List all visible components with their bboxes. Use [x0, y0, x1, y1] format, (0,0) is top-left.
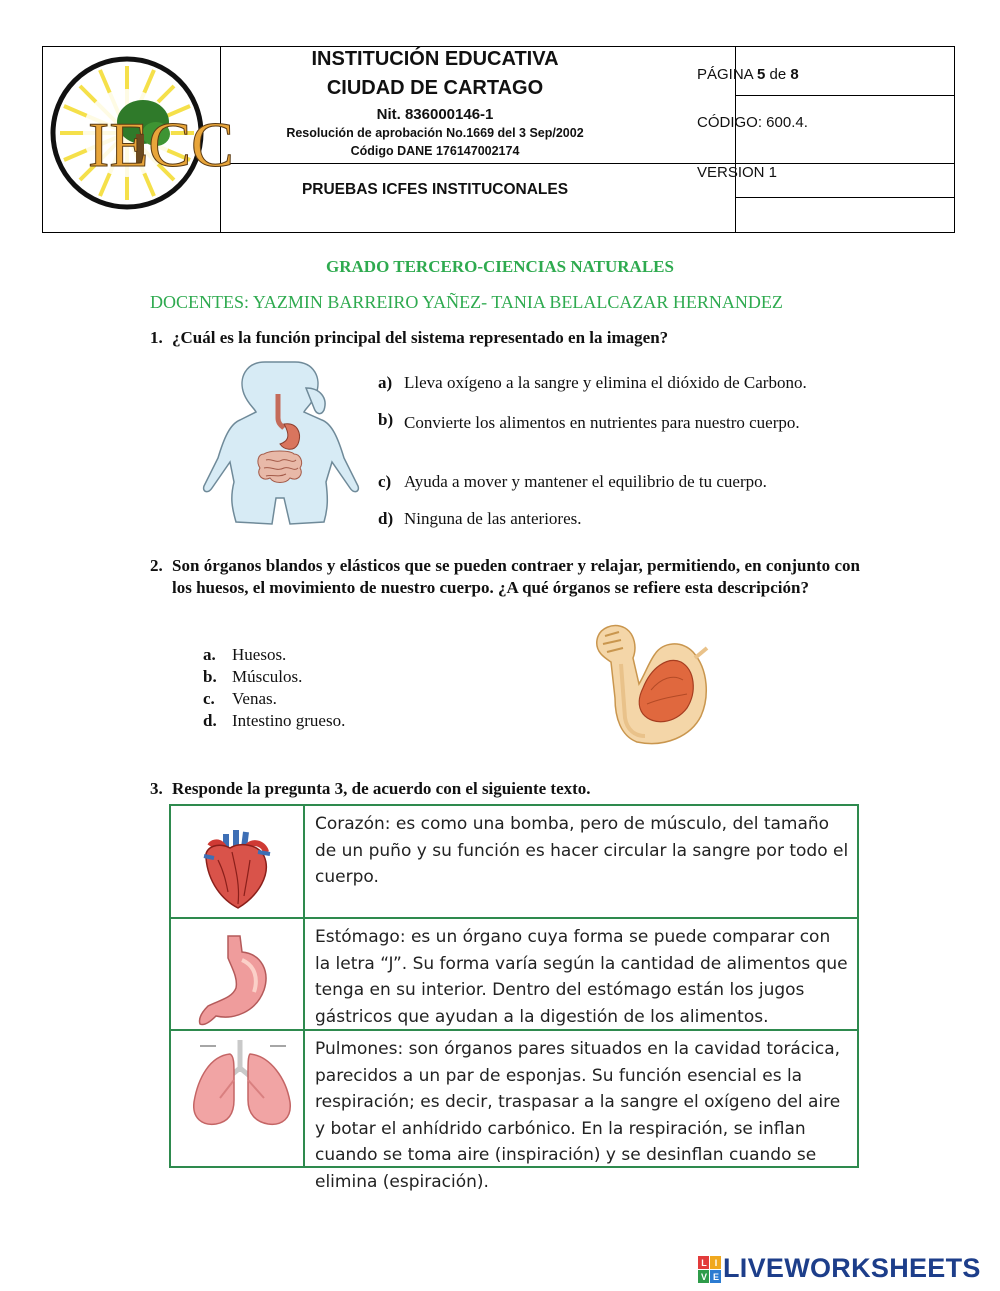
- liveworksheets-badge-letters: [698, 1256, 722, 1284]
- q2-option-a-text: Huesos.: [232, 645, 287, 664]
- q1-option-b-letter: b): [378, 410, 394, 429]
- q1-option-a-letter: a): [378, 373, 393, 392]
- page-label: PÁGINA: [697, 66, 753, 83]
- q1-option-d-text: Ninguna de las anteriores.: [404, 509, 582, 528]
- question-2-number: 2.: [150, 556, 163, 575]
- divider: [303, 806, 305, 1166]
- question-3-number: 3.: [150, 779, 163, 798]
- nit: Nit. 836000146-1: [376, 106, 494, 123]
- q2-option-d-text: Intestino grueso.: [232, 711, 346, 730]
- question-1: [150, 328, 668, 348]
- digestive-system-image: [200, 358, 365, 526]
- exam-title: PRUEBAS ICFES INSTITUCONALES: [301, 181, 569, 198]
- badge-letter: I: [714, 1258, 718, 1268]
- page-total: 8: [790, 66, 799, 83]
- question-1-number: 1.: [150, 328, 163, 347]
- q2-option-b-text: Músculos.: [232, 667, 303, 686]
- divider: [735, 95, 954, 96]
- q2-option-c-text: Venas.: [232, 689, 277, 708]
- question-2: [150, 555, 860, 599]
- q1-option-b[interactable]: [378, 410, 860, 435]
- divider: [220, 163, 954, 164]
- q1-option-c-text: Ayuda a mover y mantener el equilibrio de tu cuerpo.: [404, 472, 767, 491]
- logo-letters: IECC: [88, 109, 234, 180]
- question-3: [150, 779, 591, 799]
- q2-option-a[interactable]: [203, 645, 286, 665]
- q1-option-c-letter: c): [378, 472, 392, 491]
- stomach-image: [198, 934, 273, 1029]
- question-1-text: ¿Cuál es la función principal del sistema representado en la imagen?: [172, 328, 669, 347]
- stomach-text: Estómago: es un órgano cuya forma se puede comparar con la letra “J”. Su forma varía según la cantidad de alimentos que tenga en su interior. Dentro del estómago están los jugos gástricos que ayudan a la digestión de los alimentos.: [315, 927, 848, 1027]
- q2-option-a-letter: a.: [203, 645, 216, 664]
- lungs-text: Pulmones: son órganos pares situados en la cavidad torácica, parecidos a un par de esponjas. Su función esencial es la respiración; es decir, traspasar a la sangre el oxígeno del aire y botar el anhídrido carbónico. En la respiración, se inflan cuando se toma aire (inspiración) y se desinflan cuando se elimina (espiración).: [315, 1039, 841, 1192]
- page-indicator: [697, 66, 799, 83]
- page-current: 5: [757, 66, 766, 83]
- q1-option-a[interactable]: [378, 373, 860, 393]
- q1-option-b-text: Convierte los alimentos en nutrientes para nuestro cuerpo.: [404, 413, 800, 432]
- q1-option-d-letter: d): [378, 509, 394, 528]
- heart-text: Corazón: es como una bomba, pero de músculo, del tamaño de un puño y su función es hacer circular la sangre por todo el cuerpo.: [315, 814, 849, 887]
- dane-code: Código DANE 176147002174: [350, 144, 520, 158]
- divider: [735, 197, 954, 198]
- badge-letter: L: [701, 1258, 707, 1268]
- question-3-text: Responde la pregunta 3, de acuerdo con el siguiente texto.: [172, 779, 591, 798]
- page-of: de: [769, 66, 787, 83]
- institution-name-line2: CIUDAD DE CARTAGO: [326, 77, 544, 99]
- arm-muscle-image: [585, 618, 715, 748]
- grade-title: GRADO TERCERO-CIENCIAS NATURALES: [326, 257, 674, 276]
- resolution: Resolución de aprobación No.1669 del 3 Sep/2002: [286, 126, 584, 140]
- q2-option-d[interactable]: [203, 711, 345, 731]
- q1-option-d[interactable]: [378, 509, 860, 529]
- question-2-text: Son órganos blandos y elásticos que se pueden contraer y relajar, permitiendo, en conjunto con los huesos, el movimiento de nuestro cuerpo. ¿A qué órganos se refiere esta descripción?: [172, 556, 860, 597]
- teachers: DOCENTES: YAZMIN BARREIRO YAÑEZ- TANIA BELALCAZAR HERNANDEZ: [150, 292, 783, 312]
- badge-letter: E: [712, 1272, 719, 1282]
- q2-option-c-letter: c.: [203, 689, 215, 708]
- q1-option-a-text: Lleva oxígeno a la sangre y elimina el dióxido de Carbono.: [404, 373, 807, 392]
- document-code: CÓDIGO: 600.4.: [697, 114, 808, 131]
- badge-letter: V: [700, 1272, 707, 1282]
- q2-option-b-letter: b.: [203, 667, 217, 686]
- liveworksheets-brand[interactable]: LIVEWORKSHEETS: [723, 1253, 981, 1283]
- version: VERSION 1: [697, 164, 778, 181]
- q1-option-c[interactable]: [378, 472, 860, 492]
- q2-option-c[interactable]: [203, 689, 277, 709]
- q2-option-b[interactable]: [203, 667, 302, 687]
- heart-image: [196, 826, 276, 912]
- divider: [171, 917, 857, 919]
- institution-name-line1: INSTITUCIÓN EDUCATIVA: [311, 48, 559, 70]
- lungs-image: [190, 1038, 295, 1133]
- q2-option-d-letter: d.: [203, 711, 217, 730]
